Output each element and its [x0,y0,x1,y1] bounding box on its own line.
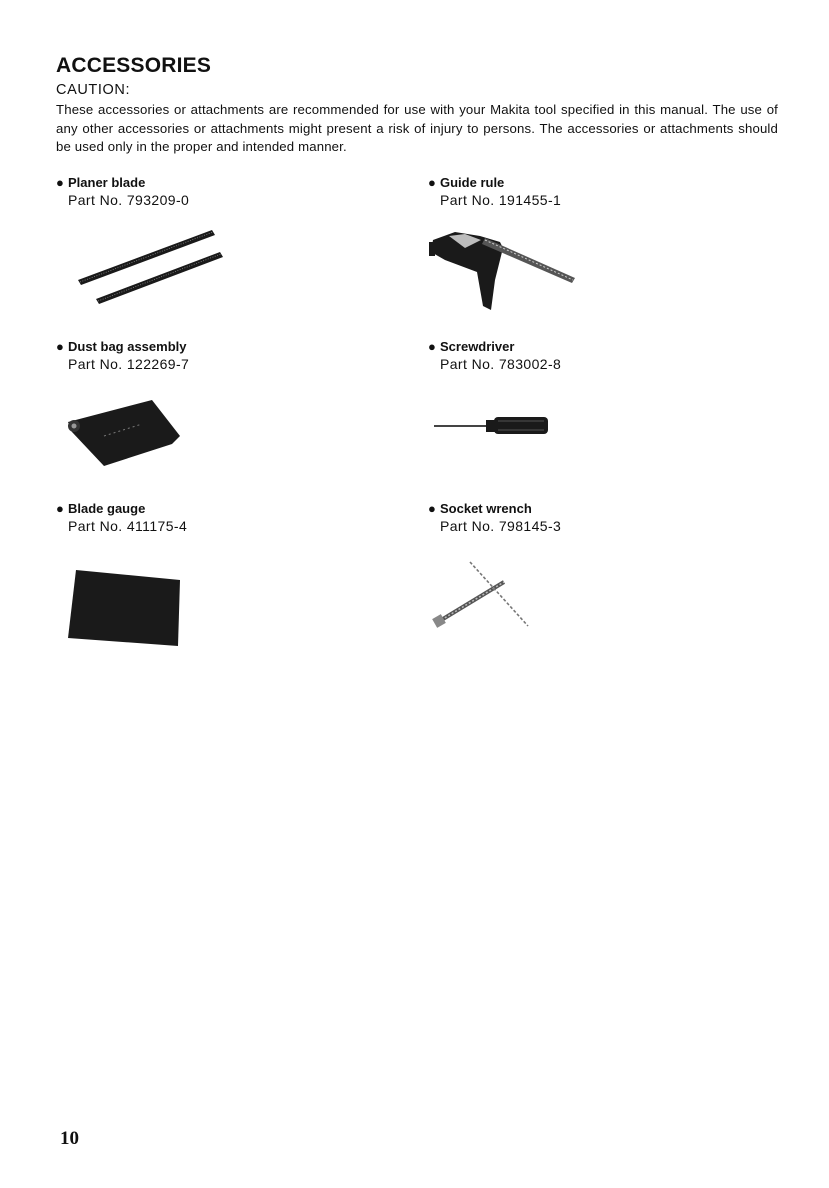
caution-text: These accessories or attachments are recommended for use with your Makita tool specified in this manual. The use of any other accessories or attachments might present a risk of injury to persons. The accessories or attachments should be used only in the proper and intended manner. [56,102,778,154]
bullet-icon: ● [56,339,64,354]
accessory-name: Screwdriver [440,339,515,354]
bullet-icon: ● [56,175,64,190]
bullet-icon: ● [428,501,436,516]
accessory-name: Dust bag assembly [68,339,187,354]
accessory-part-number: Part No. 798145-3 [440,518,562,534]
accessory-part-number: Part No. 122269-7 [68,356,190,372]
accessory-item-blade-gauge [56,500,187,536]
accessory-item-dust-bag-assembly [56,338,189,374]
page-title: ACCESSORIES [56,54,212,77]
planer-blade-icon [60,222,230,310]
accessory-name: Socket wrench [440,501,532,516]
accessory-part-number: Part No. 793209-0 [68,192,190,208]
blade-gauge-icon [64,566,186,650]
guide-rule-icon [425,222,585,314]
accessory-item-screwdriver [428,338,561,374]
socket-wrench-icon [430,556,540,634]
accessory-part-number: Part No. 783002-8 [440,356,562,372]
screwdriver-icon [432,412,552,438]
page-number: 10 [60,1128,79,1149]
dust-bag-icon [64,396,184,470]
accessory-item-planer-blade [56,174,189,210]
accessory-part-number: Part No. 411175-4 [68,518,188,534]
caution-label: CAUTION: [56,82,131,98]
accessory-item-guide-rule [428,174,561,210]
bullet-icon: ● [428,175,436,190]
bullet-icon: ● [428,339,436,354]
accessory-name: Planer blade [68,175,146,190]
accessory-name: Guide rule [440,175,505,190]
accessory-part-number: Part No. 191455-1 [440,192,562,208]
bullet-icon: ● [56,501,64,516]
accessory-item-socket-wrench [428,500,561,536]
accessory-name: Blade gauge [68,501,146,516]
